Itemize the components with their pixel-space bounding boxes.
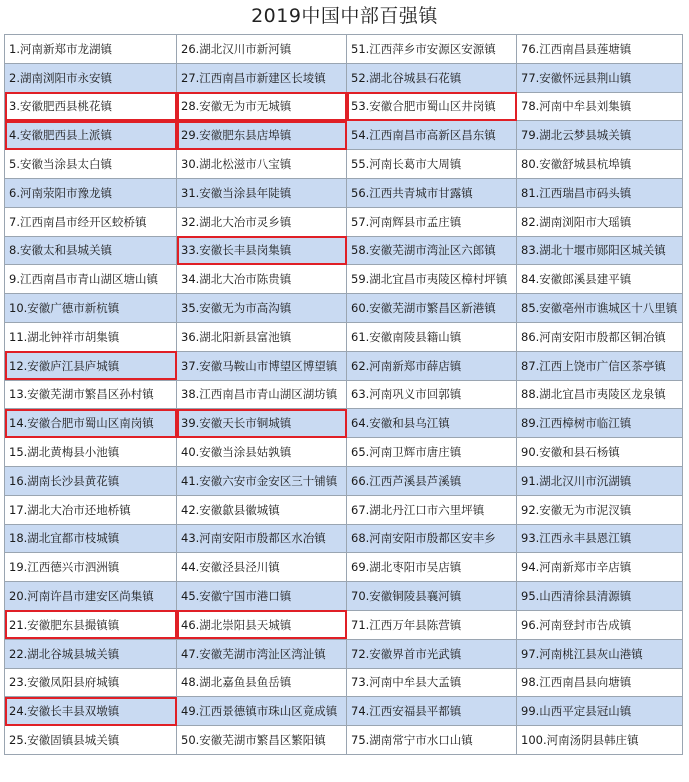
table-row bbox=[5, 351, 683, 380]
table-row bbox=[5, 726, 683, 755]
town-cell: 42.安徽歙县徽城镇 bbox=[177, 495, 347, 524]
town-cell: 14.安徽合肥市蜀山区南岗镇 bbox=[5, 409, 177, 438]
town-cell: 17.湖北大冶市还地桥镇 bbox=[5, 495, 177, 524]
town-cell: 60.安徽芜湖市繁昌区新港镇 bbox=[347, 294, 517, 323]
table-row bbox=[5, 582, 683, 611]
table-row bbox=[5, 63, 683, 92]
town-cell: 52.湖北谷城县石花镇 bbox=[347, 63, 517, 92]
town-cell: 63.河南巩义市回郭镇 bbox=[347, 380, 517, 409]
table-row bbox=[5, 553, 683, 582]
town-cell: 13.安徽芜湖市繁昌区孙村镇 bbox=[5, 380, 177, 409]
town-cell: 21.安徽肥东县撮镇镇 bbox=[5, 610, 177, 639]
table-row bbox=[5, 524, 683, 553]
town-cell: 51.江西萍乡市安源区安源镇 bbox=[347, 35, 517, 64]
town-cell: 34.湖北大冶市陈贵镇 bbox=[177, 265, 347, 294]
town-cell: 27.江西南昌市新建区长堎镇 bbox=[177, 63, 347, 92]
town-cell: 58.安徽芜湖市湾沚区六郎镇 bbox=[347, 236, 517, 265]
town-cell: 71.江西万年县陈营镇 bbox=[347, 610, 517, 639]
town-cell: 80.安徽舒城县杭埠镇 bbox=[517, 150, 683, 179]
town-cell: 48.湖北嘉鱼县鱼岳镇 bbox=[177, 668, 347, 697]
table-row bbox=[5, 409, 683, 438]
town-cell: 29.安徽肥东县店埠镇 bbox=[177, 121, 347, 150]
table-row bbox=[5, 236, 683, 265]
town-cell: 92.安徽无为市泥汊镇 bbox=[517, 495, 683, 524]
town-cell: 73.河南中牟县大孟镇 bbox=[347, 668, 517, 697]
town-cell: 26.湖北汉川市新河镇 bbox=[177, 35, 347, 64]
town-cell: 86.河南安阳市殷都区铜冶镇 bbox=[517, 322, 683, 351]
town-cell: 25.安徽固镇县城关镇 bbox=[5, 726, 177, 755]
town-cell: 82.湖南浏阳市大瑶镇 bbox=[517, 207, 683, 236]
town-cell: 95.山西清徐县清源镇 bbox=[517, 582, 683, 611]
town-cell: 97.河南桃江县灰山港镇 bbox=[517, 639, 683, 668]
town-cell: 12.安徽庐江县庐城镇 bbox=[5, 351, 177, 380]
town-cell: 32.湖北大冶市灵乡镇 bbox=[177, 207, 347, 236]
town-cell: 35.安徽无为市高沟镇 bbox=[177, 294, 347, 323]
town-cell: 9.江西南昌市青山湖区塘山镇 bbox=[5, 265, 177, 294]
table-row bbox=[5, 121, 683, 150]
town-cell: 33.安徽长丰县岗集镇 bbox=[177, 236, 347, 265]
table-row bbox=[5, 610, 683, 639]
town-cell: 74.江西安福县平都镇 bbox=[347, 697, 517, 726]
town-cell: 59.湖北宜昌市夷陵区樟村坪镇 bbox=[347, 265, 517, 294]
town-cell: 84.安徽郎溪县建平镇 bbox=[517, 265, 683, 294]
town-ranking-table bbox=[4, 34, 683, 755]
town-cell: 30.湖北松滋市八宝镇 bbox=[177, 150, 347, 179]
table-row bbox=[5, 92, 683, 121]
town-cell: 90.安徽和县石杨镇 bbox=[517, 438, 683, 467]
town-cell: 100.河南汤阴县韩庄镇 bbox=[517, 726, 683, 755]
table-row bbox=[5, 322, 683, 351]
town-cell: 2.湖南浏阳市永安镇 bbox=[5, 63, 177, 92]
table-row bbox=[5, 668, 683, 697]
town-cell: 76.江西南昌县莲塘镇 bbox=[517, 35, 683, 64]
table-row bbox=[5, 495, 683, 524]
town-cell: 83.湖北十堰市郧阳区城关镇 bbox=[517, 236, 683, 265]
town-cell: 78.河南中牟县刘集镇 bbox=[517, 92, 683, 121]
town-cell: 16.湖南长沙县黄花镇 bbox=[5, 466, 177, 495]
town-cell: 49.江西景德镇市珠山区竟成镇 bbox=[177, 697, 347, 726]
table-row bbox=[5, 178, 683, 207]
town-cell: 62.河南新郑市薛店镇 bbox=[347, 351, 517, 380]
town-cell: 45.安徽宁国市港口镇 bbox=[177, 582, 347, 611]
table-row bbox=[5, 639, 683, 668]
town-cell: 28.安徽无为市无城镇 bbox=[177, 92, 347, 121]
town-cell: 23.安徽凤阳县府城镇 bbox=[5, 668, 177, 697]
town-cell: 38.江西南昌市青山湖区湖坊镇 bbox=[177, 380, 347, 409]
town-cell: 94.河南新郑市辛店镇 bbox=[517, 553, 683, 582]
town-cell: 65.河南卫辉市唐庄镇 bbox=[347, 438, 517, 467]
town-cell: 11.湖北钟祥市胡集镇 bbox=[5, 322, 177, 351]
town-cell: 36.湖北阳新县富池镇 bbox=[177, 322, 347, 351]
town-cell: 18.湖北宜都市枝城镇 bbox=[5, 524, 177, 553]
town-cell: 88.湖北宜昌市夷陵区龙泉镇 bbox=[517, 380, 683, 409]
town-cell: 87.江西上饶市广信区茶亭镇 bbox=[517, 351, 683, 380]
town-cell: 67.湖北丹江口市六里坪镇 bbox=[347, 495, 517, 524]
town-cell: 72.安徽界首市光武镇 bbox=[347, 639, 517, 668]
table-row bbox=[5, 294, 683, 323]
town-cell: 89.江西樟树市临江镇 bbox=[517, 409, 683, 438]
town-cell: 3.安徽肥西县桃花镇 bbox=[5, 92, 177, 121]
town-cell: 37.安徽马鞍山市博望区博望镇 bbox=[177, 351, 347, 380]
town-cell: 50.安徽芜湖市繁昌区繁阳镇 bbox=[177, 726, 347, 755]
table-row bbox=[5, 207, 683, 236]
town-cell: 79.湖北云梦县城关镇 bbox=[517, 121, 683, 150]
town-cell: 6.河南荥阳市豫龙镇 bbox=[5, 178, 177, 207]
town-cell: 15.湖北黄梅县小池镇 bbox=[5, 438, 177, 467]
town-cell: 44.安徽泾县泾川镇 bbox=[177, 553, 347, 582]
town-cell: 22.湖北谷城县城关镇 bbox=[5, 639, 177, 668]
town-cell: 54.江西南昌市高新区昌东镇 bbox=[347, 121, 517, 150]
town-cell: 41.安徽六安市金安区三十铺镇 bbox=[177, 466, 347, 495]
town-cell: 99.山西平定县冠山镇 bbox=[517, 697, 683, 726]
page-title: 2019中国中部百强镇 bbox=[251, 5, 438, 27]
table-row bbox=[5, 265, 683, 294]
town-cell: 19.江西德兴市泗洲镇 bbox=[5, 553, 177, 582]
town-cell: 69.湖北枣阳市吴店镇 bbox=[347, 553, 517, 582]
town-cell: 96.河南登封市告成镇 bbox=[517, 610, 683, 639]
table-row bbox=[5, 466, 683, 495]
town-cell: 93.江西永丰县恩江镇 bbox=[517, 524, 683, 553]
town-cell: 31.安徽当涂县年陡镇 bbox=[177, 178, 347, 207]
table-row bbox=[5, 380, 683, 409]
town-cell: 68.河南安阳市殷都区安丰乡 bbox=[347, 524, 517, 553]
town-cell: 61.安徽南陵县籍山镇 bbox=[347, 322, 517, 351]
town-cell: 98.江西南昌县向塘镇 bbox=[517, 668, 683, 697]
table-row bbox=[5, 697, 683, 726]
town-cell: 20.河南许昌市建安区尚集镇 bbox=[5, 582, 177, 611]
town-cell: 10.安徽广德市新杭镇 bbox=[5, 294, 177, 323]
town-cell: 24.安徽长丰县双墩镇 bbox=[5, 697, 177, 726]
town-cell: 1.河南新郑市龙湖镇 bbox=[5, 35, 177, 64]
town-cell: 91.湖北汉川市沉湖镇 bbox=[517, 466, 683, 495]
town-cell: 7.江西南昌市经开区蛟桥镇 bbox=[5, 207, 177, 236]
town-cell: 57.河南辉县市孟庄镇 bbox=[347, 207, 517, 236]
town-cell: 64.安徽和县乌江镇 bbox=[347, 409, 517, 438]
town-cell: 43.河南安阳市殷都区水冶镇 bbox=[177, 524, 347, 553]
table-row bbox=[5, 35, 683, 64]
town-cell: 46.湖北崇阳县天城镇 bbox=[177, 610, 347, 639]
table-row bbox=[5, 150, 683, 179]
town-cell: 66.江西芦溪县芦溪镇 bbox=[347, 466, 517, 495]
town-cell: 40.安徽当涂县姑孰镇 bbox=[177, 438, 347, 467]
town-cell: 75.湖南常宁市水口山镇 bbox=[347, 726, 517, 755]
town-cell: 8.安徽太和县城关镇 bbox=[5, 236, 177, 265]
town-cell: 39.安徽天长市铜城镇 bbox=[177, 409, 347, 438]
town-cell: 53.安徽合肥市蜀山区井岗镇 bbox=[347, 92, 517, 121]
town-cell: 55.河南长葛市大周镇 bbox=[347, 150, 517, 179]
table-row bbox=[5, 438, 683, 467]
town-cell: 4.安徽肥西县上派镇 bbox=[5, 121, 177, 150]
town-cell: 47.安徽芜湖市湾沚区湾沚镇 bbox=[177, 639, 347, 668]
town-cell: 81.江西瑞昌市码头镇 bbox=[517, 178, 683, 207]
town-cell: 5.安徽当涂县太白镇 bbox=[5, 150, 177, 179]
town-cell: 56.江西共青城市甘露镇 bbox=[347, 178, 517, 207]
town-cell: 70.安徽铜陵县襄河镇 bbox=[347, 582, 517, 611]
town-cell: 77.安徽怀远县荆山镇 bbox=[517, 63, 683, 92]
town-cell: 85.安徽亳州市谯城区十八里镇 bbox=[517, 294, 683, 323]
